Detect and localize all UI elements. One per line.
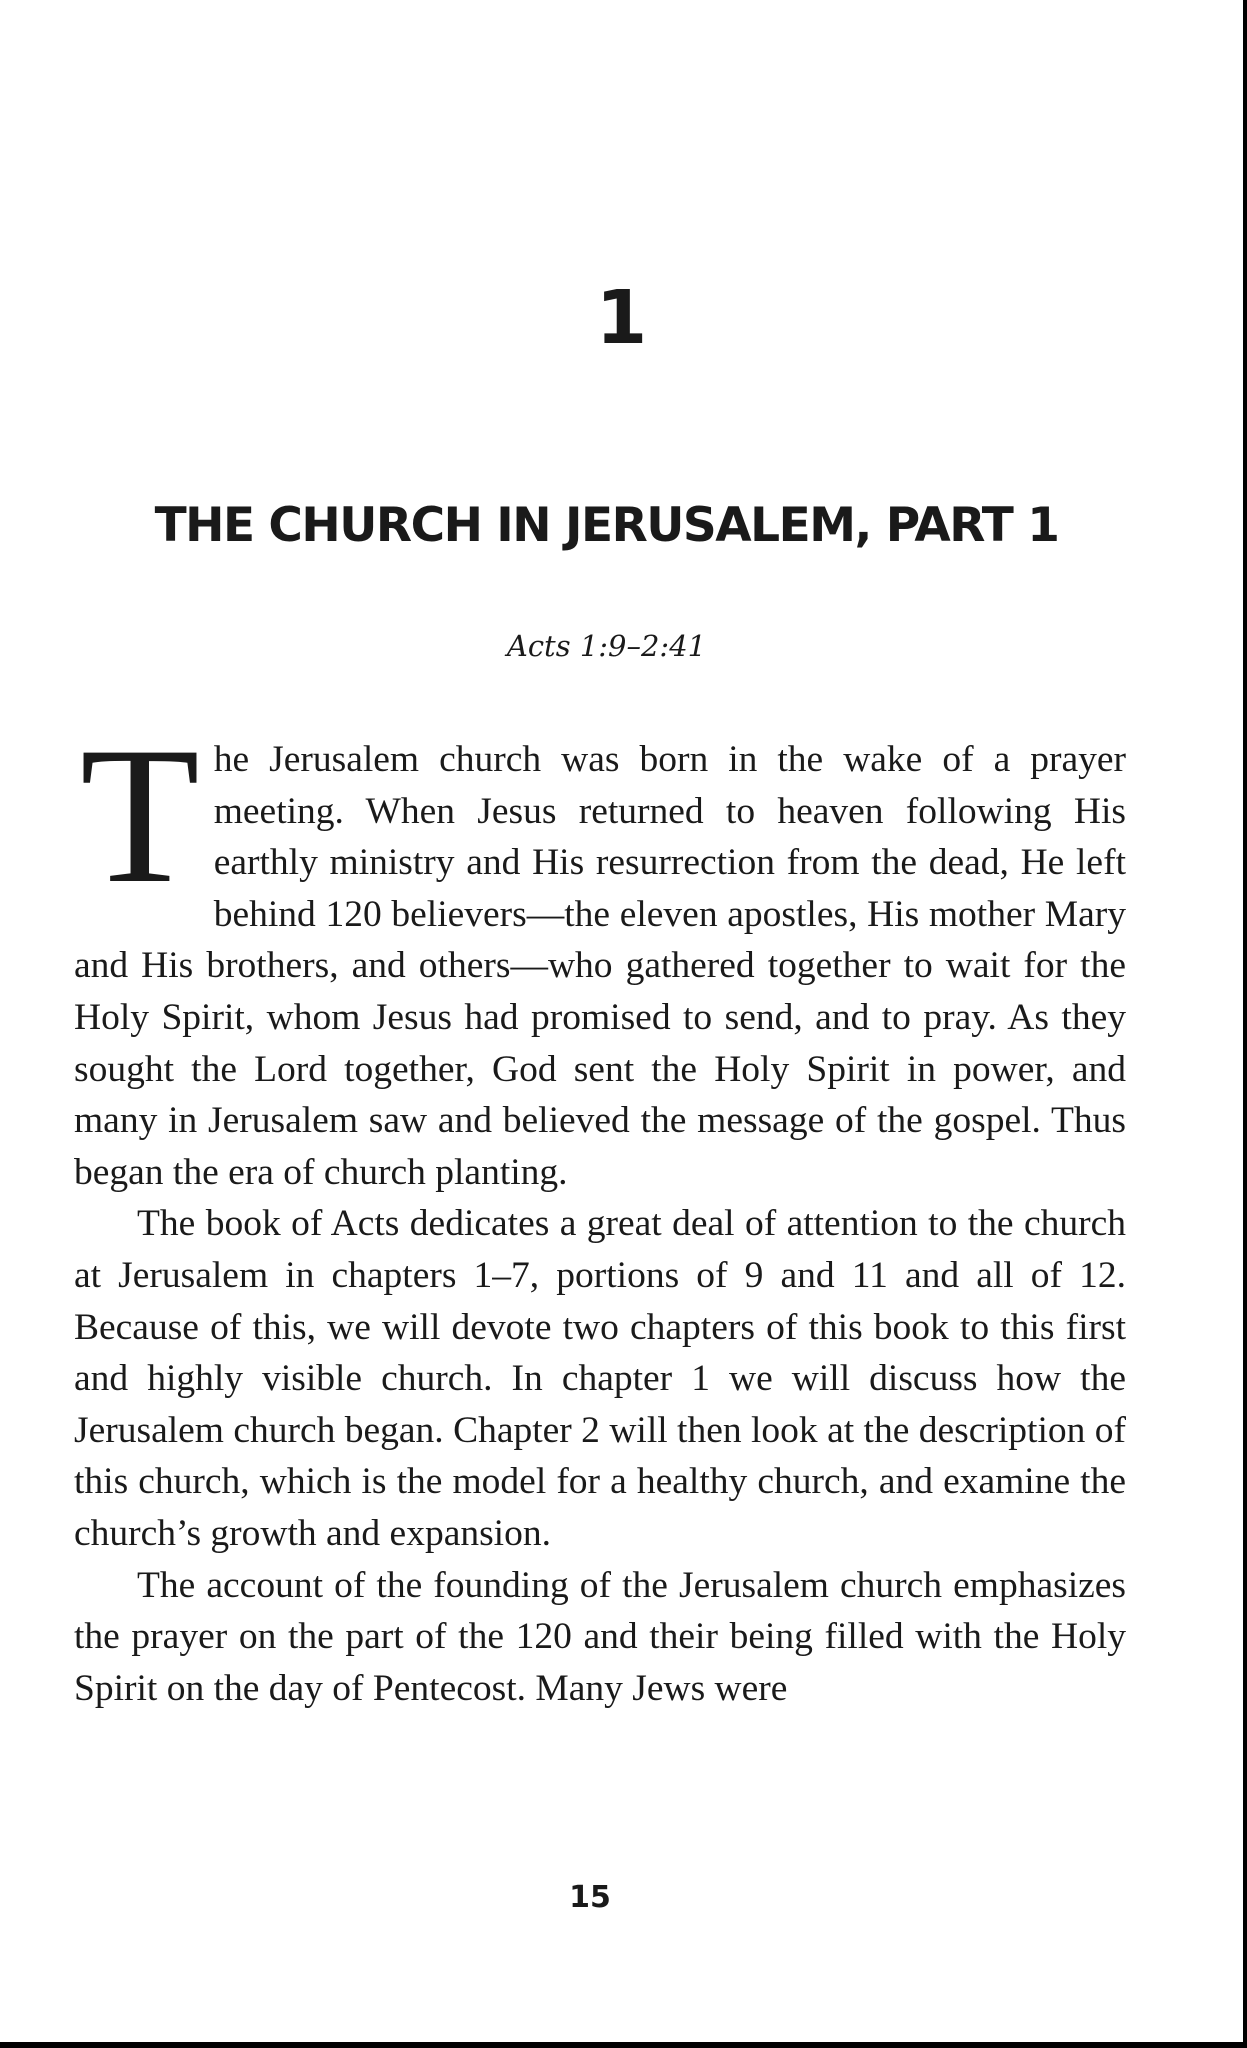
chapter-number: 1: [595, 275, 648, 361]
chapter-body: [74, 707, 1126, 1714]
chapter-title: THE CHURCH IN JERUSALEM, PART 1: [154, 498, 1059, 553]
scripture-reference: Acts 1:9–2:41: [506, 629, 707, 663]
page-number: 15: [569, 1880, 611, 1915]
paragraph-1: [74, 707, 1126, 1198]
paragraph-2: The book of Acts dedicates a great deal of attention to the church at Jerusalem in chapters 1–7, portions of 9 and 11 and all of 12. Because of this, we will devote two chapters of this book to this first and highly visible church. In chapter 1 we will discuss how the Jerusalem church began. Chapter 2 will then look at the description of this church, which is the model for a healthy church, and examine the church’s growth and expansion.: [74, 1203, 1126, 1554]
drop-cap: T: [80, 707, 200, 924]
paragraph-3: The account of the founding of the Jerusalem church emphasizes the prayer on the part of the 120 and their being filled with the Holy Spirit on the day of Pentecost. Many Jews were: [74, 1564, 1126, 1709]
paragraph-1-text: he Jerusalem church was born in the wake of a prayer meeting. When Jesus returned to heaven following His earthly ministry and His resurrection from the dead, He left behind 120 believers—the eleven apostles, His mother Mary and His brothers, and others—who gathered together to wait for the Holy Spirit, whom Jesus had promised to send, and to pray. As they sought the Lord together, God sent the Holy Spirit in power, and many in Jerusalem saw and believed the message of the gospel. Thus began the era of church planting.: [74, 739, 1126, 1193]
